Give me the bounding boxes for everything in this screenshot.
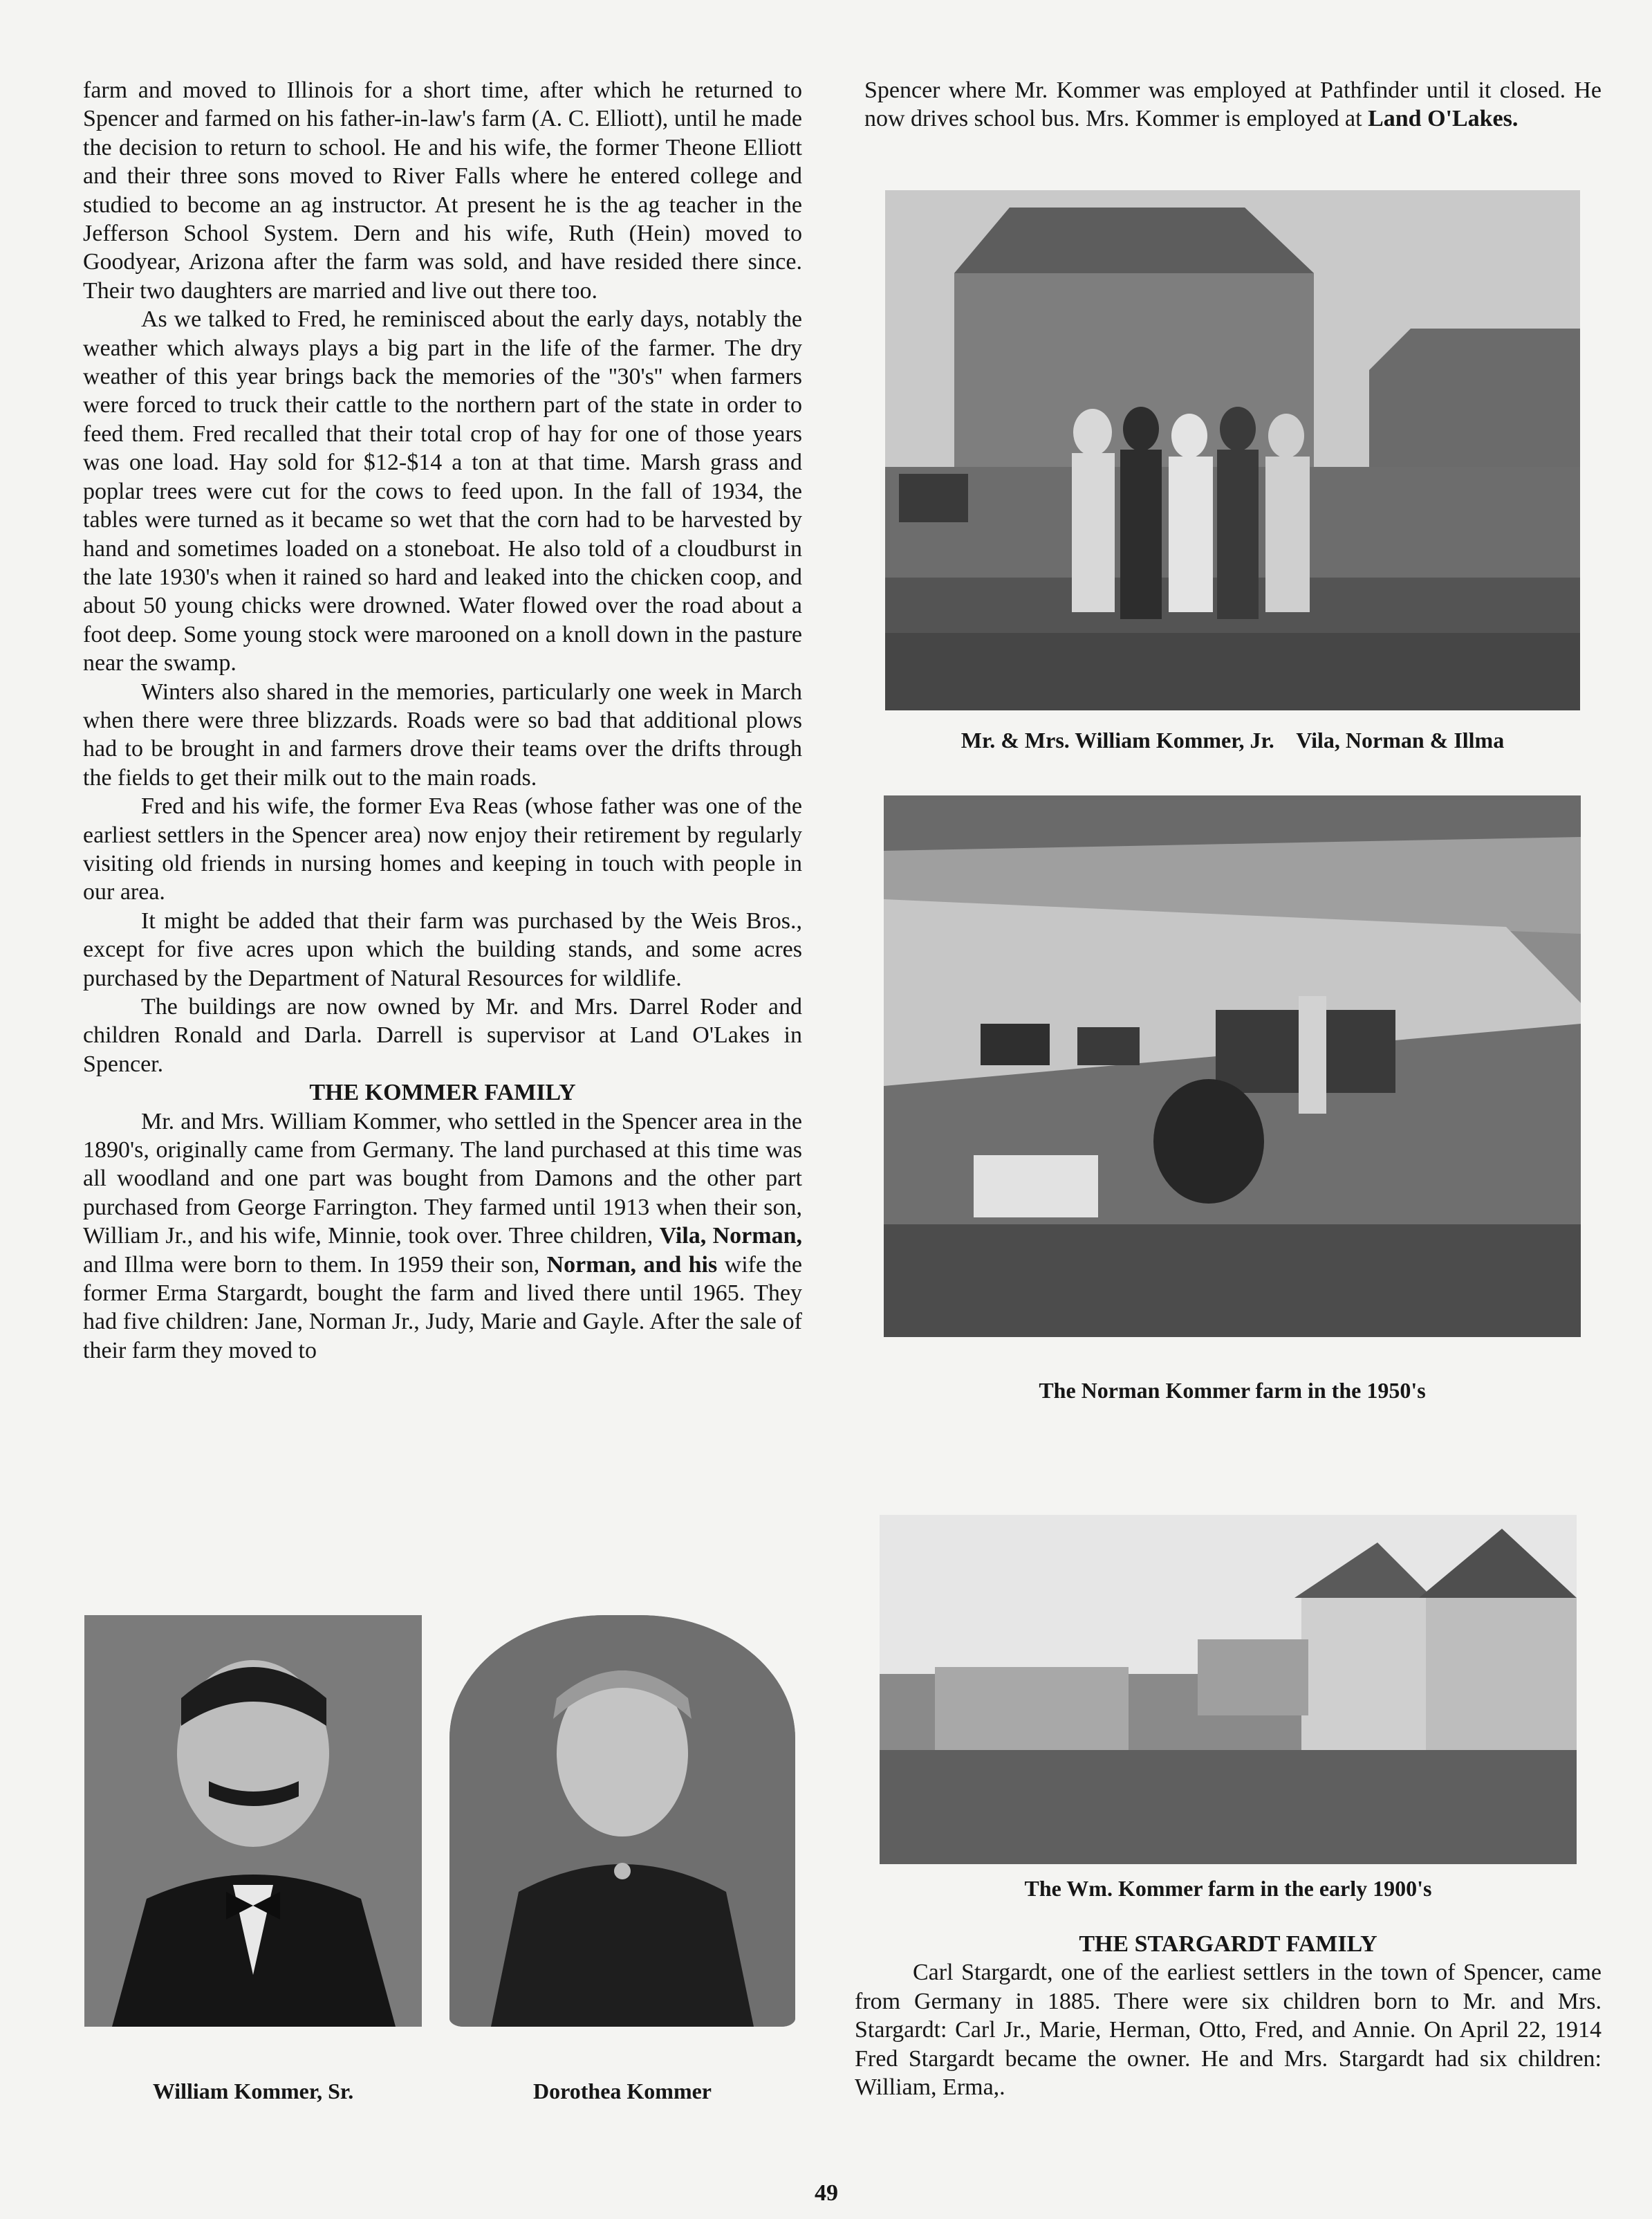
- continuation-bold: Land O'Lakes.: [1368, 106, 1519, 132]
- page-number: 49: [815, 2180, 838, 2206]
- portrait-dorothea-image: [449, 1615, 795, 2027]
- right-column-bottom: [855, 1916, 1602, 2101]
- paragraph-2: As we talked to Fred, he reminisced about the early days, notably the weather which always plays a big part in the life of the farmer. The dry weather of this year brings back the memories of the ''30's'' when farmers were forced to truck their cattle to the northern part of the state in order to feed them. Fred recalled that their total crop of hay for one of those years was one load. Hay sold for $12-$14 a ton at that time. Marsh grass and poplar trees were cut for the cows to feed upon. In the fall of 1934, the tables were turned as it became so wet that the corn had to be harvested by hand and sometimes loaded on a stoneboat. He also told of a cloudburst in the late 1930's when it rained so hard and leaked into the chicken coop, and about 50 young chicks were drowned. Water flowed over the road about a foot deep. Some young stock were marooned on a knoll down in the pasture near the swamp.: [83, 306, 802, 676]
- paragraph-1: farm and moved to Illinois for a short time, after which he returned to Spencer and farmed on his father-in-law's farm (A. C. Elliott), until he made the decision to return to school. He and his wife, the former Theone Elliott and their three sons moved to River Falls where he entered college and studied to become an ag instructor. At present he is the ag teacher in the Jefferson School System. Dern and his wife, Ruth (Hein) moved to Goodyear, Arizona after the farm was sold, and have resided there since. Their two daughters are married and live out there too.: [83, 77, 802, 304]
- kommer-family-heading: THE KOMMER FAMILY: [309, 1080, 576, 1106]
- portrait-dorothea-caption: Dorothea Kommer: [533, 2079, 712, 2103]
- paragraph-5: It might be added that their farm was purchased by the Weis Bros., except for five acres upon which the building stands, and some acres purchased by the Department of Natural Resources for wildlife.: [83, 908, 802, 991]
- family-barn-photo: [885, 190, 1580, 710]
- continuation-text: Spencer where Mr. Kommer was employed at Pathfinder until it closed. He now drives school bus. Mrs. Kommer is employed at: [864, 77, 1602, 132]
- paragraph-4: Fred and his wife, the former Eva Reas (whose father was one of the earliest settlers in the Spencer area) now enjoy their retirement by regularly visiting old friends in nursing homes and keeping in touch with people in our area.: [83, 793, 802, 905]
- kommer-bold-2: Norman, and his: [546, 1251, 718, 1278]
- portrait-william-caption: William Kommer, Sr.: [152, 2079, 354, 2103]
- farmhouse-photo: [880, 1515, 1577, 1864]
- right-column-top: [864, 76, 1602, 133]
- kommer-text-1: Mr. and Mrs. William Kommer, who settled in the Spencer area in the 1890's, originally came from Germany. The land purchased at this time was all woodland and one part was bought from Damons and the other part purchased from George Farrington. They farmed until 1913 when their son, William Jr., and his wife, Minnie, took over. Three children,: [83, 1108, 802, 1249]
- farmhouse-photo-caption: The Wm. Kommer farm in the early 1900's: [1024, 1876, 1432, 1901]
- family-photo-caption: Mr. & Mrs. William Kommer, Jr. Vila, Norman & Illma: [960, 728, 1505, 753]
- kommer-bold-1: Vila, Norman,: [659, 1223, 802, 1249]
- continuation-paragraph: [864, 76, 1602, 133]
- aerial-farm-photo-image: [884, 795, 1581, 1337]
- kommer-text-2: and Illma were born to them. In 1959 their son,: [83, 1251, 547, 1278]
- kommer-family-paragraph: [83, 1107, 802, 1365]
- stargardt-family-paragraph: Carl Stargardt, one of the earliest settlers in the town of Spencer, came from Germany in 1885. There were six children born to Mr. and Mrs. Stargardt: Carl Jr., Marie, Herman, Otto, Fred, and Annie. On April 22, 1914 Fred Stargardt became the owner. He and Mrs. Stargardt had six children: William, Erma,.: [855, 1960, 1602, 2101]
- portrait-dorothea-kommer: [449, 1615, 795, 2027]
- aerial-photo-caption: The Norman Kommer farm in the 1950's: [1039, 1378, 1426, 1403]
- portrait-william-kommer-sr: [84, 1615, 422, 2027]
- aerial-farm-photo: [884, 795, 1581, 1337]
- paragraph-6: The buildings are now owned by Mr. and Mrs. Darrel Roder and children Ronald and Darla. Darrell is supervisor at Land O'Lakes in Spencer.: [83, 994, 802, 1077]
- stargardt-family-heading: THE STARGARDT FAMILY: [1079, 1931, 1377, 1957]
- paragraph-3: Winters also shared in the memories, particularly one week in March when there were three blizzards. Roads were so bad that additional plows had to be brought in and farmers drove their teams over the drifts through the fields to get their milk out to the main roads.: [83, 679, 802, 791]
- family-barn-photo-image: [885, 190, 1580, 710]
- farmhouse-photo-image: [880, 1515, 1577, 1864]
- kommer-text-3: wife the former Erma Stargardt, bought the farm and lived there until 1965. They had five children: Jane, Norman Jr., Judy, Marie and Gayle. After the sale of their farm they moved to: [83, 1251, 803, 1363]
- left-column: [83, 76, 802, 1365]
- portrait-william-image: [84, 1615, 422, 2027]
